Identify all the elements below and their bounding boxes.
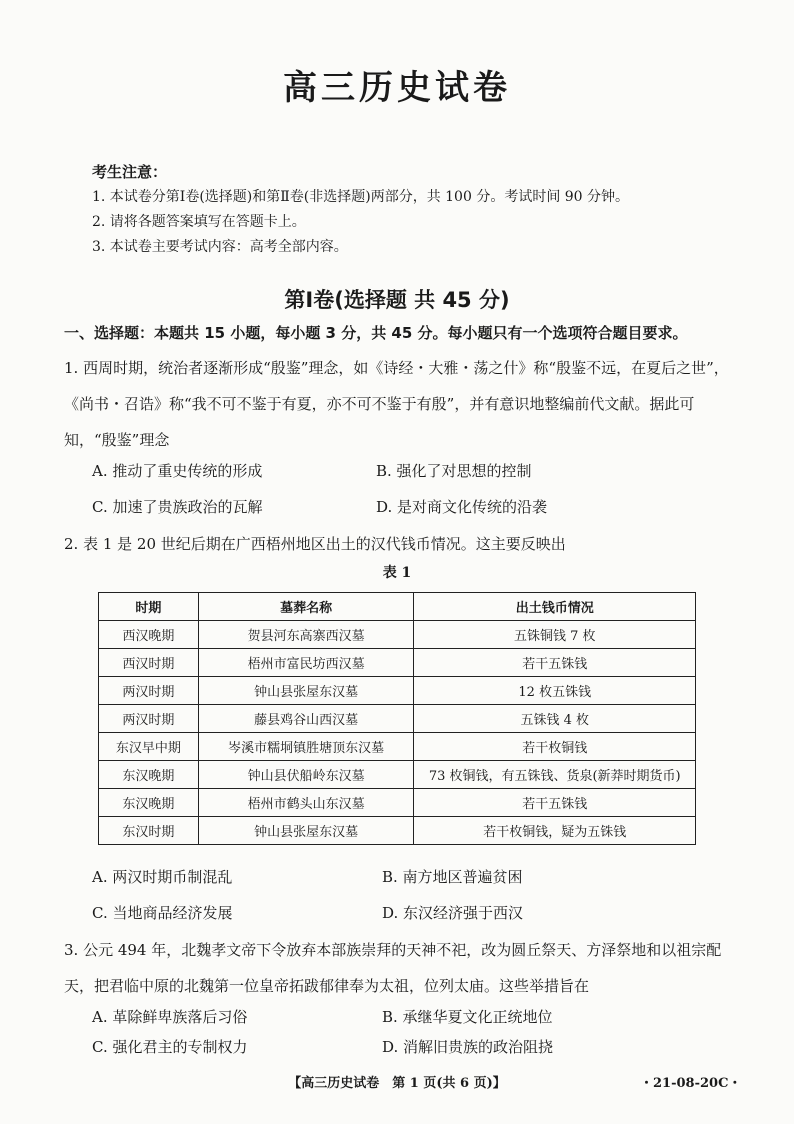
table-cell: 五铢钱 4 枚 [414,705,696,733]
page-title: 高三历史试卷 [283,68,511,108]
table-cell: 西汉晚期 [99,621,199,649]
table-cell: 若干枚铜钱 [414,733,696,761]
option-c: C. 加速了贵族政治的瓦解 [92,498,263,516]
table-cell: 西汉时期 [99,649,199,677]
table-cell: 若干五铢钱 [414,649,696,677]
table-row [99,649,696,677]
option-a: A. 革除鲜卑族落后习俗 [92,1008,248,1026]
table-cell: 钟山县伏船岭东汉墓 [198,761,414,789]
table-cell: 钟山县张屋东汉墓 [198,677,414,705]
table-cell: 贺县河东高寨西汉墓 [198,621,414,649]
table-header: 时期 [99,593,199,621]
option-d: D. 东汉经济强于西汉 [382,904,524,922]
table-header-row [99,593,696,621]
table-cell: 73 枚铜钱，有五铢钱、货泉(新莽时期货币) [414,761,696,789]
option-a: A. 两汉时期币制混乱 [92,868,233,886]
option-d: D. 是对商文化传统的沿袭 [376,498,548,516]
table-cell: 东汉早中期 [99,733,199,761]
question-line: 《尚书・召诰》称“我不可不鉴于有夏，亦不可不鉴于有殷”，并有意识地整编前代文献。据此可 [64,395,695,413]
table-header: 出土钱币情况 [414,593,696,621]
question-line: 3. 公元 494 年，北魏孝文帝下令放弃本部族崇拜的天神不祀，改为圆丘祭天、方泽祭地和以祖宗配 [64,941,722,959]
option-a: A. 推动了重史传统的形成 [92,462,263,480]
notice-item: 1. 本试卷分第Ⅰ卷(选择题)和第Ⅱ卷(非选择题)两部分，共 100 分。考试时间 90 分钟。 [92,189,630,205]
table-cell: 东汉时期 [99,817,199,845]
table-row [99,621,696,649]
table-cell: 12 枚五铢钱 [414,677,696,705]
table-cell: 五铢铜钱 7 枚 [414,621,696,649]
table-row [99,733,696,761]
table-cell: 藤县鸡谷山西汉墓 [198,705,414,733]
notice-block [92,160,629,260]
table-caption: 表 1 [382,565,412,581]
question-2-stem [64,526,764,562]
table-cell: 若干五铢钱 [414,789,696,817]
question-line: 2. 表 1 是 20 世纪后期在广西梧州地区出土的汉代钱币情况。这主要反映出 [64,535,566,553]
option-b: B. 承继华夏文化正统地位 [382,1008,553,1026]
notice-head: 考生注意： [92,163,168,181]
table-cell: 两汉时期 [99,677,199,705]
table-cell: 东汉晚期 [99,761,199,789]
notice-item: 3. 本试卷主要考试内容：高考全部内容。 [92,239,348,255]
notice-item: 2. 请将各题答案填写在答题卡上。 [92,214,306,230]
option-b: B. 南方地区普遍贫困 [382,868,523,886]
question-3-stem [64,932,764,1004]
table-cell: 梧州市鹤头山东汉墓 [198,789,414,817]
table-row [99,677,696,705]
option-c: C. 当地商品经济发展 [92,904,233,922]
question-line: 1. 西周时期，统治者逐渐形成“殷鉴”理念，如《诗经・大雅・荡之什》称“殷鉴不远，在夏后之世”， [64,359,729,377]
table-header: 墓葬名称 [198,593,414,621]
section-instruction: 一、选择题：本题共 15 小题，每小题 3 分，共 45 分。每小题只有一个选项符合题目要求。 [64,324,688,342]
section-title: 第Ⅰ卷(选择题 共 45 分) [284,288,510,312]
paper-code: ・21-08-20C・ [640,1076,742,1091]
table-cell: 梧州市富民坊西汉墓 [198,649,414,677]
option-d: D. 消解旧贵族的政治阻挠 [382,1038,554,1056]
table-row [99,705,696,733]
table-cell: 岑溪市糯垌镇胜塘顶东汉墓 [198,733,414,761]
table-cell: 钟山县张屋东汉墓 [198,817,414,845]
table-row [99,817,696,845]
question-1-stem [64,350,764,458]
question-line: 知，“殷鉴”理念 [64,431,170,449]
table-cell: 若干枚铜钱，疑为五铢钱 [414,817,696,845]
table-cell: 两汉时期 [99,705,199,733]
table-row [99,761,696,789]
question-line: 天，把君临中原的北魏第一位皇帝拓跋郁律奉为太祖，位列太庙。这些举措旨在 [64,977,590,995]
table-cell: 东汉晚期 [99,789,199,817]
page-footer: 【高三历史试卷 第 1 页(共 6 页)】 [288,1076,506,1091]
option-c: C. 强化君主的专制权力 [92,1038,248,1056]
option-b: B. 强化了对思想的控制 [376,462,532,480]
coin-table [98,592,696,845]
table-row [99,789,696,817]
